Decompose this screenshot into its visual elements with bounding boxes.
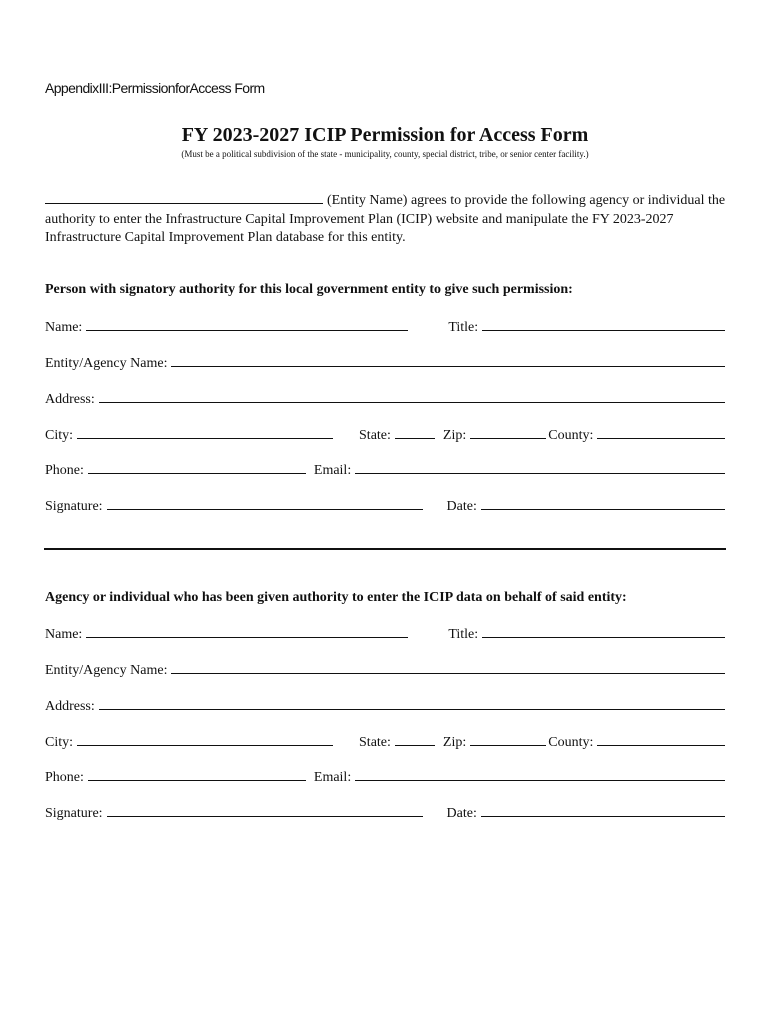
- title-label: Title:: [448, 627, 479, 642]
- state-label: State:: [359, 735, 391, 750]
- section1-city-row: [45, 424, 725, 444]
- section2-city-row: [45, 731, 725, 751]
- section1-phone-row: [45, 459, 725, 479]
- section1-heading: Person with signatory authority for this local government entity to give such permission:: [45, 282, 573, 297]
- section1-address-row: [45, 388, 725, 408]
- email-field[interactable]: [355, 459, 725, 474]
- address-label: Address:: [45, 392, 95, 407]
- name-field[interactable]: [86, 316, 408, 331]
- county-field[interactable]: [597, 424, 725, 439]
- zip-field[interactable]: [470, 424, 546, 439]
- section2-signature-row: [45, 802, 725, 822]
- date-field[interactable]: [481, 802, 725, 817]
- date-field[interactable]: [481, 495, 725, 510]
- section2-heading: Agency or individual who has been given authority to enter the ICIP data on behalf of said entity:: [45, 590, 627, 605]
- name-field[interactable]: [86, 623, 408, 638]
- section2-name-row: [45, 623, 725, 643]
- entity-label: Entity/Agency Name:: [45, 663, 168, 678]
- city-field[interactable]: [77, 424, 333, 439]
- title-label: Title:: [448, 320, 479, 335]
- form-title: FY 2023-2027 ICIP Permission for Access Form: [181, 124, 589, 146]
- intro-text: (Entity Name) agrees to provide the following agency or individual the authority to enter the Infrastructure Capital Improvement Plan (ICIP) website and manipulate the FY 2023-2027 Infrastructure Capital Improvement Plan database for this entity.: [45, 193, 726, 245]
- phone-field[interactable]: [88, 766, 306, 781]
- intro-paragraph: [45, 192, 735, 248]
- section2-phone-row: [45, 766, 725, 786]
- city-label: City:: [45, 428, 74, 443]
- title-field[interactable]: [482, 316, 725, 331]
- city-label: City:: [45, 735, 74, 750]
- email-field[interactable]: [355, 766, 725, 781]
- name-label: Name:: [45, 320, 83, 335]
- signature-label: Signature:: [45, 806, 103, 821]
- appendix-label: AppendixIII:PermissionforAccess Form: [45, 80, 265, 96]
- address-field[interactable]: [99, 388, 725, 403]
- section1-signature-row: [45, 495, 725, 515]
- title-field[interactable]: [482, 623, 725, 638]
- entity-field[interactable]: [171, 352, 725, 367]
- section-divider: [44, 548, 726, 550]
- entity-name-blank[interactable]: [45, 192, 323, 204]
- address-field[interactable]: [99, 695, 725, 710]
- phone-field[interactable]: [88, 459, 306, 474]
- date-label: Date:: [446, 806, 477, 821]
- county-field[interactable]: [597, 731, 725, 746]
- email-label: Email:: [313, 770, 352, 785]
- phone-label: Phone:: [45, 463, 84, 478]
- name-label: Name:: [45, 627, 83, 642]
- address-label: Address:: [45, 699, 95, 714]
- signature-field[interactable]: [107, 802, 423, 817]
- zip-field[interactable]: [470, 731, 546, 746]
- county-label: County:: [548, 735, 594, 750]
- county-label: County:: [548, 428, 594, 443]
- email-label: Email:: [313, 463, 352, 478]
- state-field[interactable]: [395, 424, 435, 439]
- section2-address-row: [45, 695, 725, 715]
- section2-entity-row: [45, 659, 725, 679]
- phone-label: Phone:: [45, 770, 84, 785]
- date-label: Date:: [446, 499, 477, 514]
- form-subtitle: (Must be a political subdivision of the state - municipality, county, special district, tribe, or senior center facility.): [181, 149, 589, 159]
- signature-label: Signature:: [45, 499, 103, 514]
- entity-field[interactable]: [171, 659, 725, 674]
- state-label: State:: [359, 428, 391, 443]
- zip-label: Zip:: [442, 428, 467, 443]
- zip-label: Zip:: [442, 735, 467, 750]
- city-field[interactable]: [77, 731, 333, 746]
- section1-entity-row: [45, 352, 725, 372]
- section1-name-row: [45, 316, 725, 336]
- signature-field[interactable]: [107, 495, 423, 510]
- entity-label: Entity/Agency Name:: [45, 356, 168, 371]
- state-field[interactable]: [395, 731, 435, 746]
